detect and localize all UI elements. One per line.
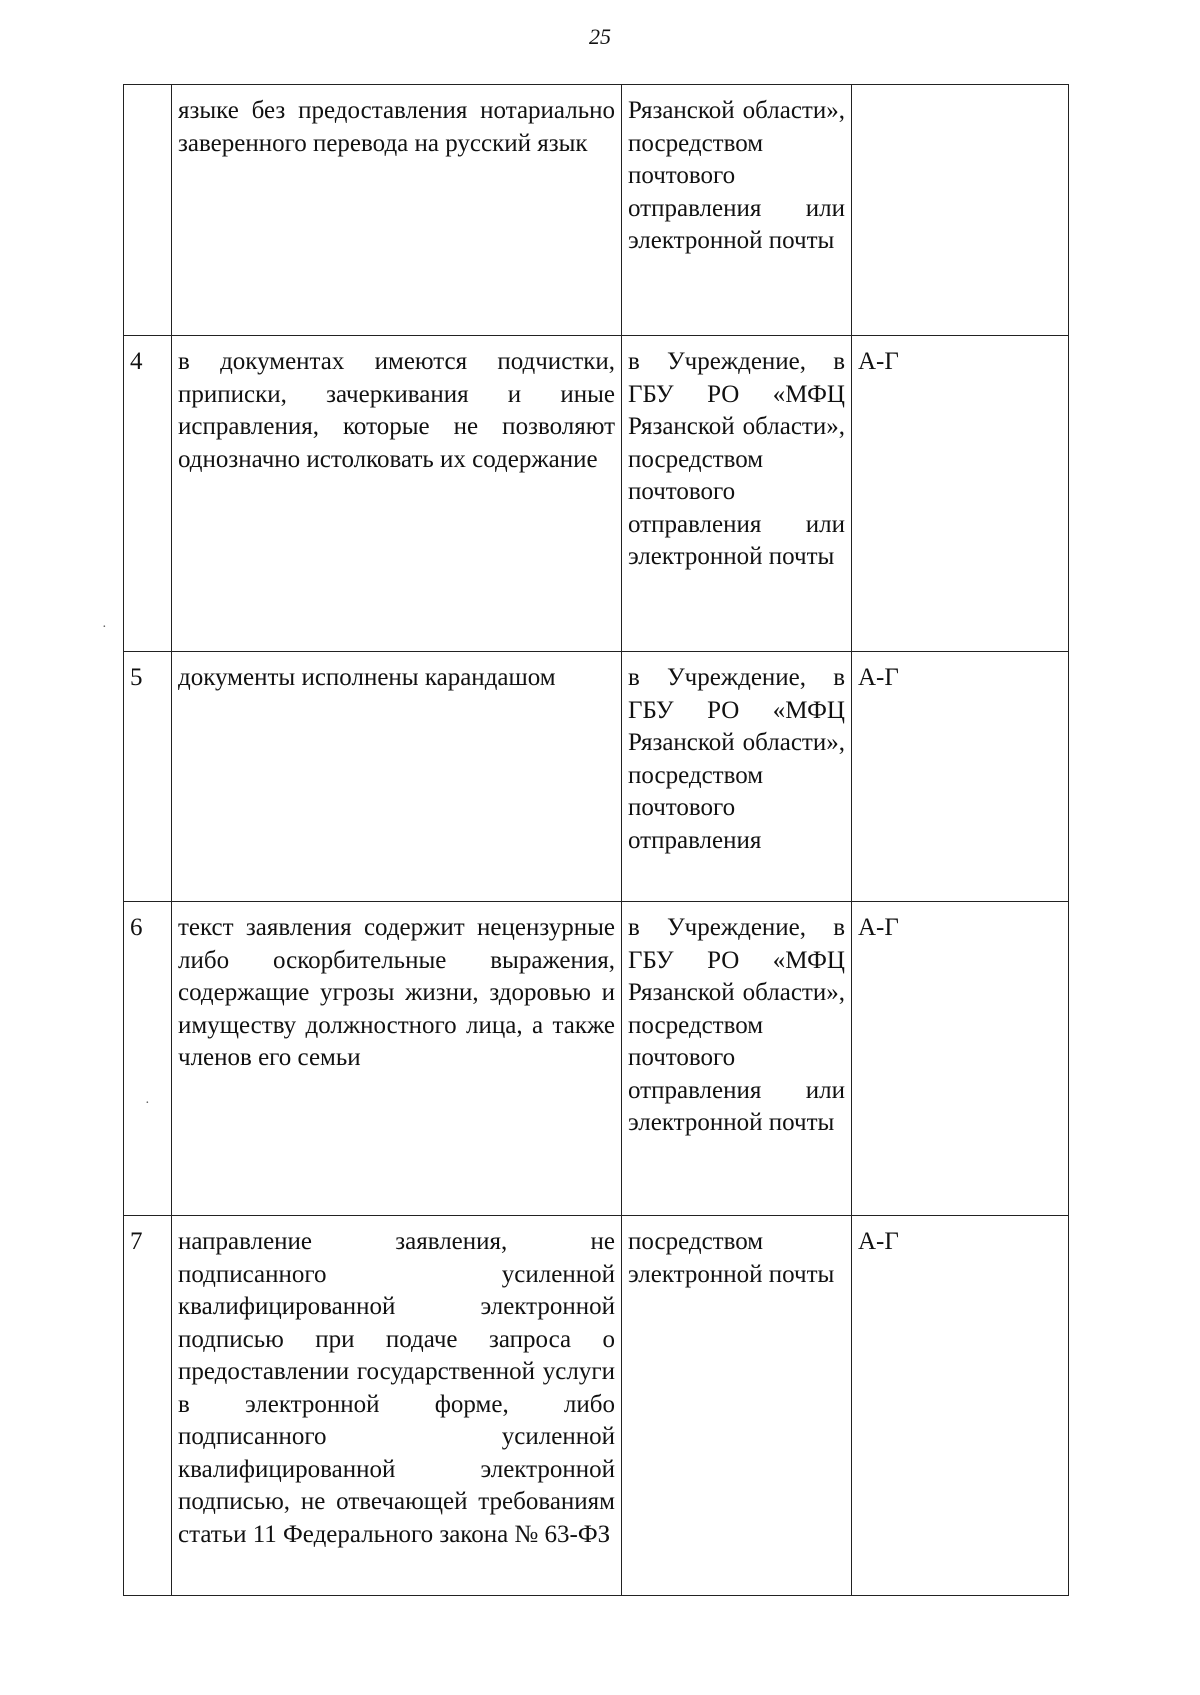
ground-description: направление заявления, не подписанного усиленной квалифицированной электронной подписью при подаче запроса о предоставлении государственной услуги в электронной форме, либо подписанного усиленной квалифицированной электронной подписью, не отвечающей требованиям статьи 11 Федерального закона № 63-ФЗ	[172, 1216, 622, 1596]
submission-method: в Учреждение, в ГБУ РО «МФЦ Рязанской области», посредством почтового отправления или электронной почты	[622, 902, 852, 1216]
row-number: 6	[124, 902, 172, 1216]
stage-code: А-Г	[852, 336, 1069, 652]
ground-description: в документах имеются подчистки, приписки, зачеркивания и иные исправления, которые не позволяют однозначно истолковать их содержание	[172, 336, 622, 652]
ground-description: текст заявления содержит нецензурные либо оскорбительные выражения, содержащие угрозы жизни, здоровью и имуществу должностного лица, а также членов его семьи	[172, 902, 622, 1216]
submission-method: Рязанской области», посредством почтового отправления или электронной почты	[622, 85, 852, 336]
submission-method: посредством электронной почты	[622, 1216, 852, 1596]
table-row	[124, 336, 1069, 652]
row-number: 7	[124, 1216, 172, 1596]
page-number: 25	[589, 24, 611, 49]
scan-artifact-dot: ·	[102, 620, 107, 635]
grounds-table	[123, 84, 1069, 1596]
stage-code: А-Г	[852, 1216, 1069, 1596]
ground-description: документы исполнены карандашом	[172, 652, 622, 902]
row-number	[124, 85, 172, 336]
table-row	[124, 902, 1069, 1216]
row-number: 4	[124, 336, 172, 652]
table-row	[124, 1216, 1069, 1596]
stage-code: А-Г	[852, 902, 1069, 1216]
table-row	[124, 652, 1069, 902]
scan-artifact-dot: ·	[145, 1096, 150, 1111]
ground-description: языке без предоставления нотариально заверенного перевода на русский язык	[172, 85, 622, 336]
submission-method: в Учреждение, в ГБУ РО «МФЦ Рязанской области», посредством почтового отправления или электронной почты	[622, 336, 852, 652]
submission-method: в Учреждение, в ГБУ РО «МФЦ Рязанской области», посредством почтового отправления	[622, 652, 852, 902]
stage-code	[852, 85, 1069, 336]
table-row	[124, 85, 1069, 336]
stage-code: А-Г	[852, 652, 1069, 902]
row-number: 5	[124, 652, 172, 902]
